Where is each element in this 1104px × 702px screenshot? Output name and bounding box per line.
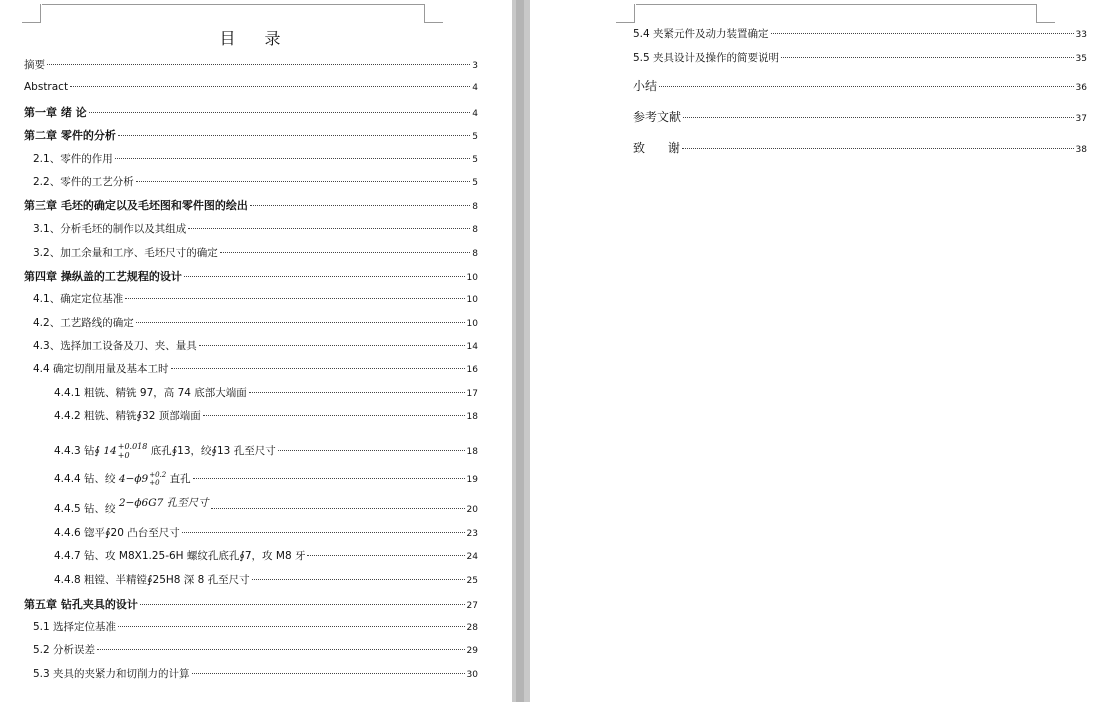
toc-subentry[interactable]: 4.4.2 粗铣、精铣∮32 顶部端面 18 (54, 410, 478, 422)
toc-entry[interactable]: 2.2、零件的工艺分析 5 (33, 176, 478, 188)
toc-entry[interactable]: 5.4 夹紧元件及动力装置确定 33 (633, 28, 1087, 40)
header-line (42, 4, 424, 5)
toc-subentry[interactable]: 4.4.7 钻、攻 M8X1.25-6H 螺纹孔底孔∮7，攻 M8 牙 24 (54, 550, 478, 562)
toc-entry[interactable]: 小结 36 (633, 79, 1087, 93)
page-gutter (512, 0, 530, 702)
toc-entry[interactable]: 4.2、工艺路线的确定 10 (33, 317, 478, 329)
toc-entry[interactable]: 摘要 3 (24, 59, 478, 71)
toc-entry[interactable]: 3.1、分析毛坯的制作以及其组成 8 (33, 223, 478, 235)
toc-entry[interactable]: 参考文献 37 (633, 110, 1087, 124)
toc-chapter[interactable]: 第三章 毛坯的确定以及毛坯图和零件图的绘出 8 (24, 199, 478, 212)
toc-subentry[interactable]: 4.4.5 钻、绞 2−ϕ6G7 孔至尺寸 20 (54, 497, 478, 515)
margin-corner-mark (22, 4, 41, 23)
toc-entry[interactable]: 2.1、零件的作用 5 (33, 153, 478, 165)
toc-subentry[interactable]: 4.4.8 粗镗、半精镗∮25H8 深 8 孔至尺寸 25 (54, 574, 478, 586)
toc-page-right (530, 0, 1104, 702)
formula: 4−ϕ9 +0.2 +0 (118, 471, 167, 487)
formula: 2−ϕ6G7 (118, 497, 164, 509)
margin-corner-mark (1036, 4, 1055, 23)
toc-entry[interactable]: 3.2、加工余量和工序、毛坯尺寸的确定 8 (33, 247, 478, 259)
toc-entry[interactable]: 4.4 确定切削用量及基本工时 16 (33, 363, 478, 375)
toc-chapter[interactable]: 第二章 零件的分析 5 (24, 129, 478, 142)
toc-entry[interactable]: 5.1 选择定位基准 28 (33, 621, 478, 633)
toc-page-left (0, 0, 512, 702)
margin-corner-mark (424, 4, 443, 23)
toc-entry[interactable]: 5.2 分析误差 29 (33, 644, 478, 656)
margin-corner-mark (616, 4, 635, 23)
formula: 14 +0.018 +0 (103, 442, 148, 460)
toc-entry[interactable]: Abstract 4 (24, 81, 478, 93)
toc-chapter[interactable]: 第四章 操纵盖的工艺规程的设计 10 (24, 270, 478, 283)
toc-entry[interactable]: 5.3 夹具的夹紧力和切削力的计算 30 (33, 668, 478, 680)
toc-subentry[interactable]: 4.4.4 钻、绞 4−ϕ9 +0.2 +0 直孔 19 (54, 471, 478, 487)
toc-subentry[interactable]: 4.4.6 锪平∮20 凸台至尺寸 23 (54, 527, 478, 539)
toc-subentry[interactable]: 4.4.1 粗铣、精铣 97，高 74 底部大端面 17 (54, 387, 478, 399)
toc-entry[interactable]: 致 谢 38 (633, 141, 1087, 155)
toc-entry[interactable]: 5.5 夹具设计及操作的简要说明 35 (633, 52, 1087, 64)
toc-title: 目 录 (219, 29, 293, 48)
header-line (636, 4, 1036, 5)
toc-subentry[interactable]: 4.4.3 钻∮ 14 +0.018 +0 底孔∮13，绞∮13 孔至尺寸 18 (54, 442, 478, 460)
toc-entry[interactable]: 4.1、确定定位基准 10 (33, 293, 478, 305)
toc-entry[interactable]: 4.3、选择加工设备及刀、夹、量具 14 (33, 340, 478, 352)
toc-chapter[interactable]: 第五章 钻孔夹具的设计 27 (24, 598, 478, 611)
toc-chapter[interactable]: 第一章 绪 论 4 (24, 106, 478, 119)
